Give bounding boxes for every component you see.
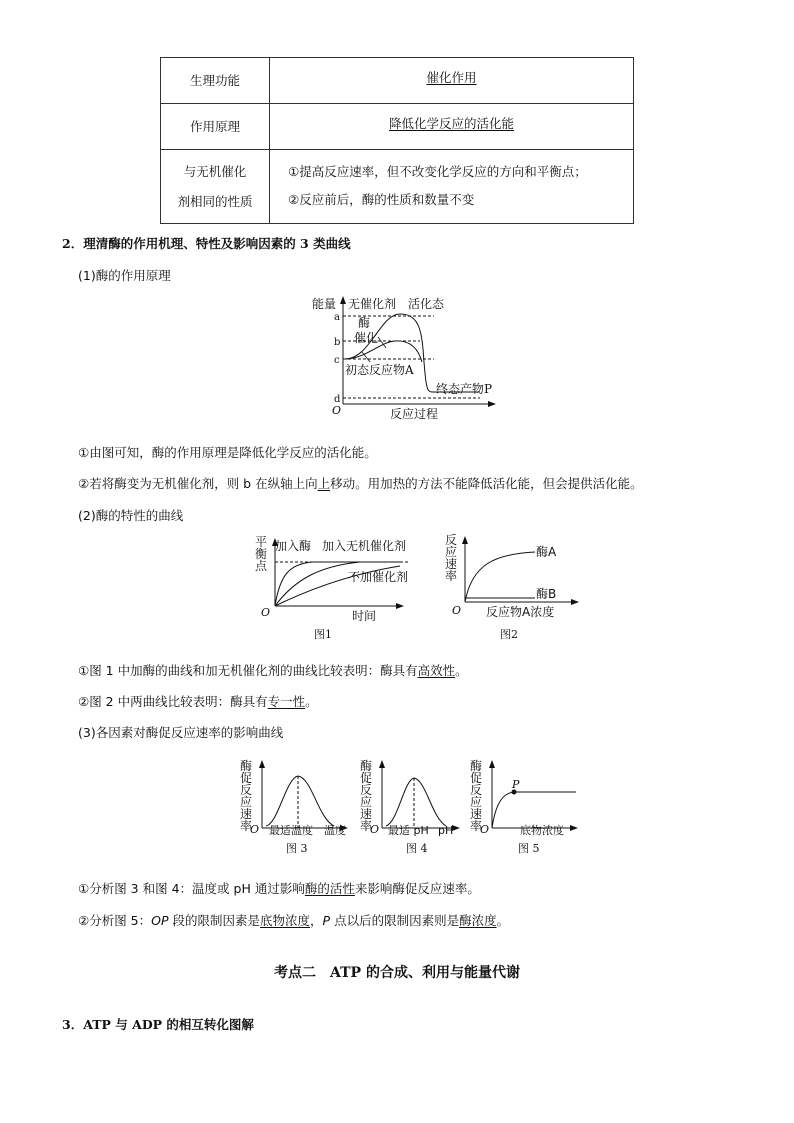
activation-energy-diagram [300, 292, 510, 424]
x-axis-label: 反应过程 [390, 407, 439, 421]
paragraph: ①图 1 中加酶的曲线和加无机催化剂的曲线比较表明：酶具有高效性。 [78, 663, 468, 678]
svg-text:点: 点 [255, 559, 268, 573]
enzyme-properties-table [160, 57, 634, 224]
caption: 图2 [500, 628, 518, 641]
tick-a: a [334, 312, 340, 323]
section-title: 考点二 ATP 的合成、利用与能量代谢 [274, 965, 520, 981]
x-axis-label: 反应物A浓度 [486, 605, 555, 619]
row-key: 作用原理 [161, 104, 270, 150]
y-label-char: 应 [470, 795, 483, 809]
label-no-catalyst: 无催化剂 [348, 297, 397, 311]
label-add-enzyme: 加入酶 [275, 539, 312, 553]
svg-text:O: O [370, 823, 380, 836]
y-label-char: 反 [240, 783, 253, 797]
svg-text:应: 应 [445, 545, 458, 559]
y-axis-arrow [340, 296, 346, 304]
subheading-1: (1)酶的作用原理 [78, 268, 171, 283]
y-axis-label [360, 758, 372, 833]
row-value: 催化作用 [426, 70, 477, 85]
y-label-char: 应 [360, 795, 373, 809]
caption: 图 4 [406, 842, 428, 855]
row-key-line2: 剂相同的性质 [177, 193, 253, 209]
row-key: 生理功能 [161, 58, 270, 104]
svg-text:O: O [480, 823, 490, 836]
row-value-line1: ①提高反应速率，但不改变化学反应的方向和平衡点； [288, 164, 587, 179]
caption: 图1 [314, 628, 332, 641]
figure-5-substrate-chart [466, 756, 596, 860]
y-label-char: 速 [470, 807, 483, 821]
origin: O [261, 606, 271, 619]
y-label-char: 反 [470, 783, 483, 797]
substrate-curve [492, 792, 576, 828]
label-enzyme-a: 酶A [536, 545, 557, 559]
tick-b: b [334, 337, 341, 348]
y-label-char: 应 [240, 795, 253, 809]
x-axis-label: 温度 [324, 824, 346, 837]
subheading-2: (2)酶的特性的曲线 [78, 508, 184, 523]
table-row [161, 104, 634, 150]
svg-text:平: 平 [255, 535, 268, 549]
x-axis-arrow [488, 401, 496, 407]
label-final-product: 终态产物P [436, 382, 493, 396]
y-label-char: 速 [360, 807, 373, 821]
y-label-char: 率 [360, 819, 373, 833]
origin: O [452, 604, 462, 617]
svg-text:率: 率 [445, 569, 458, 583]
figure-4-ph-chart [356, 756, 474, 860]
caption: 图 3 [286, 842, 308, 855]
paragraph: ②分析图 5：OP 段的限制因素是底物浓度，P 点以后的限制因素则是酶浓度。 [78, 913, 510, 928]
label-activated-state: 活化态 [408, 297, 445, 311]
ph-curve [386, 778, 446, 826]
point-p-label: P [512, 778, 520, 791]
peak-label: 最适 pH [388, 824, 429, 837]
temperature-curve [266, 776, 334, 826]
row-key-line1: 与无机催化 [183, 163, 247, 179]
y-label-char: 反 [360, 783, 373, 797]
peak-label: 最适温度 [269, 824, 313, 837]
paragraph: ①分析图 3 和图 4：温度或 pH 通过影响酶的活性来影响酶促反应速率。 [78, 881, 480, 896]
y-label-char: 酶 [240, 759, 253, 773]
label-no-catalyst: 不加催化剂 [348, 570, 409, 584]
table-row [161, 58, 634, 104]
label-enzyme-b: 酶B [536, 587, 557, 601]
tick-c: c [334, 355, 340, 366]
section-heading-2: 2．理清酶的作用机理、特性及影响因素的 3 类曲线 [62, 236, 351, 251]
paragraph: ②图 2 中两曲线比较表明：酶具有专一性。 [78, 694, 318, 709]
y-label-char: 促 [470, 771, 483, 785]
row-value: 降低化学反应的活化能 [388, 116, 514, 131]
tick-d: d [334, 394, 341, 405]
svg-text:O: O [250, 823, 260, 836]
paragraph: ②若将酶变为无机催化剂，则 b 在纵轴上向上移动。用加热的方法不能降低活化能，但会提供活化能。 [78, 476, 643, 491]
curve-enzyme-a [465, 552, 535, 602]
paragraph: ①由图可知，酶的作用原理是降低化学反应的活化能。 [78, 445, 377, 460]
svg-text:衡: 衡 [255, 547, 268, 561]
label-enzyme: 酶 [358, 316, 371, 330]
y-axis-label: 能量 [312, 297, 337, 311]
figure-2-specificity-chart [440, 534, 590, 644]
y-label-char: 促 [240, 771, 253, 785]
y-label-char: 率 [470, 819, 483, 833]
y-axis-label [470, 758, 482, 833]
figure-1-equilibrium-chart [250, 534, 420, 644]
y-axis-label [240, 758, 252, 833]
origin: O [332, 404, 342, 417]
caption: 图 5 [518, 842, 540, 855]
subheading-3: (3)各因素对酶促反应速率的影响曲线 [78, 725, 284, 740]
x-axis-label: 时间 [352, 609, 377, 623]
svg-text:反: 反 [445, 534, 458, 547]
y-label-char: 率 [240, 819, 253, 833]
table-row [161, 150, 634, 224]
x-axis-label: pH [438, 824, 454, 837]
curve-enzyme [275, 562, 400, 606]
row-value-line2: ②反应前后，酶的性质和数量不变 [288, 192, 475, 207]
svg-text:速: 速 [445, 557, 458, 571]
figure-3-temperature-chart [236, 756, 354, 860]
label-add-inorganic: 加入无机催化剂 [322, 539, 407, 553]
curve-inorganic-catalyst [275, 562, 400, 606]
section-heading-3: 3．ATP 与 ADP 的相互转化图解 [62, 1017, 254, 1032]
x-axis-label: 底物浓度 [520, 824, 564, 837]
y-label-char: 酶 [470, 759, 483, 773]
label-initial-reactant: 初态反应物A [345, 363, 414, 377]
label-catalysis: 催化 [354, 331, 379, 345]
y-label-char: 速 [240, 807, 253, 821]
y-label-char: 酶 [360, 759, 373, 773]
y-label-char: 促 [360, 771, 373, 785]
